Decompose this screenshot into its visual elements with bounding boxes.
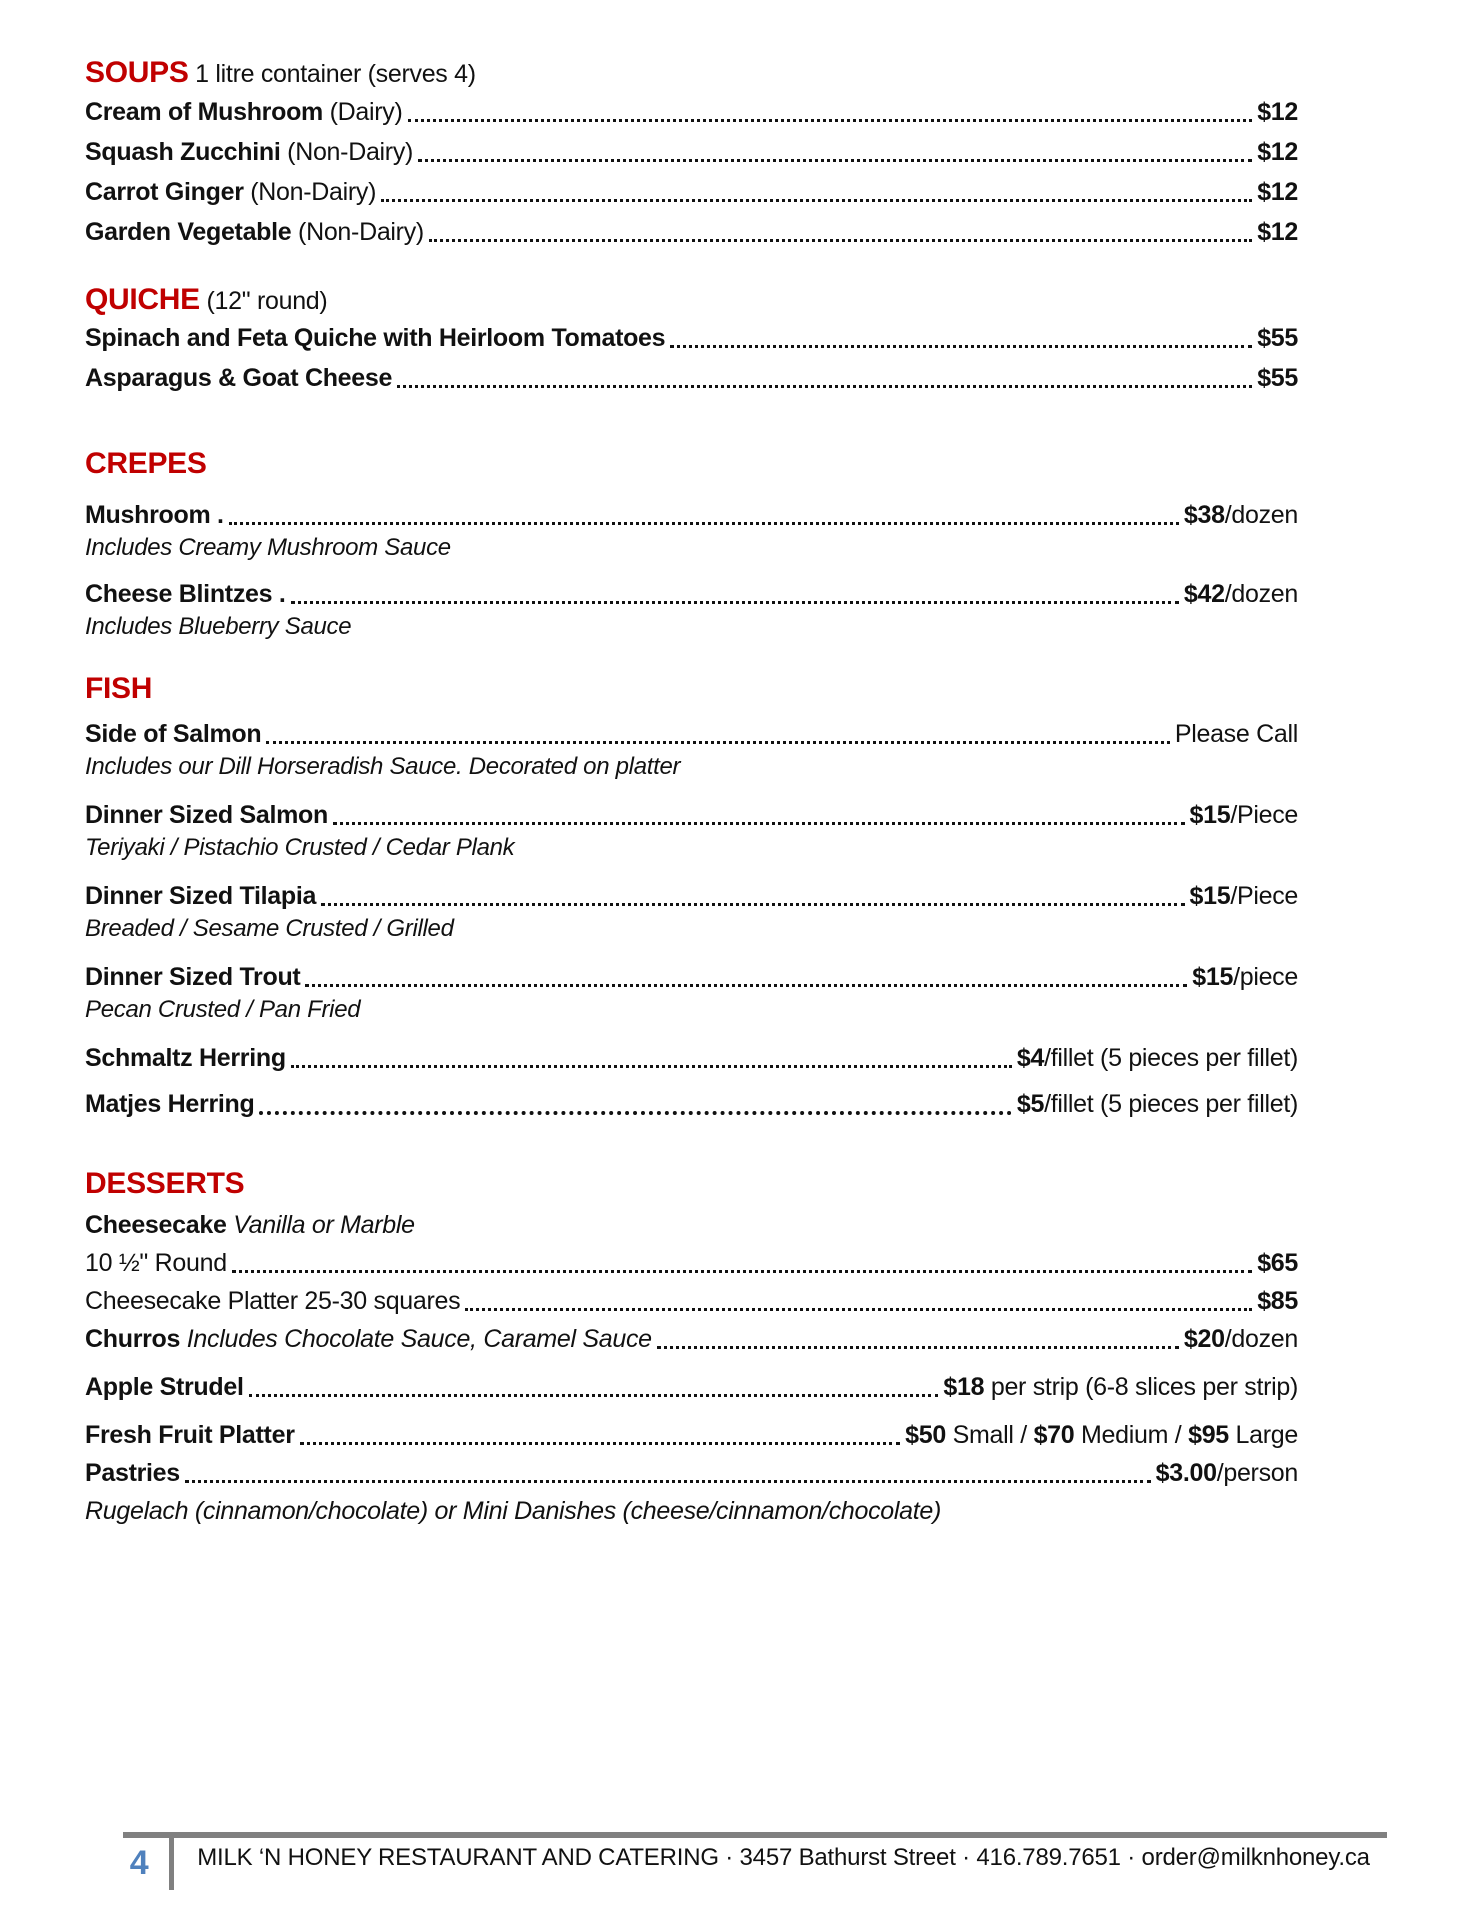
menu-item-row bbox=[85, 216, 1298, 249]
section-title: DESSERTS bbox=[85, 1167, 245, 1200]
text-segment: $3.00 bbox=[1155, 1459, 1217, 1487]
dot-leader bbox=[259, 1111, 1011, 1115]
menu-item bbox=[85, 1088, 1298, 1121]
menu-item-row bbox=[85, 961, 1298, 994]
text-segment: $18 bbox=[943, 1373, 985, 1401]
text-segment: Large bbox=[1228, 1421, 1298, 1449]
menu-item-row bbox=[85, 1088, 1298, 1121]
menu-section-desserts bbox=[85, 1167, 1298, 1528]
text-segment: $12 bbox=[1257, 138, 1298, 166]
section-heading bbox=[85, 283, 1298, 317]
item-name bbox=[85, 1457, 180, 1490]
item-price bbox=[1190, 880, 1299, 913]
text-segment: $15 bbox=[1189, 801, 1231, 829]
item-price bbox=[1257, 176, 1298, 209]
dot-leader bbox=[185, 1480, 1151, 1483]
text-segment: Vanilla or Marble bbox=[226, 1211, 415, 1239]
footer-divider-bar bbox=[123, 1832, 1387, 1838]
menu-item bbox=[85, 1323, 1298, 1356]
menu-item bbox=[85, 136, 1298, 169]
text-segment: $4 bbox=[1016, 1044, 1045, 1072]
item-name bbox=[85, 499, 224, 532]
text-segment: $65 bbox=[1257, 1249, 1298, 1277]
item-name bbox=[85, 1209, 415, 1242]
menu-item bbox=[85, 1285, 1298, 1318]
text-segment: $70 bbox=[1033, 1421, 1075, 1449]
menu-item-row bbox=[85, 362, 1298, 395]
text-segment: /dozen bbox=[1224, 580, 1298, 608]
text-segment: (Non-Dairy) bbox=[291, 218, 424, 246]
menu-item-row bbox=[85, 1495, 1298, 1528]
menu-item bbox=[85, 1495, 1298, 1528]
item-price bbox=[1156, 1457, 1298, 1490]
menu-item-row bbox=[85, 1323, 1298, 1356]
text-segment: Cream of Mushroom bbox=[85, 98, 323, 126]
dot-leader bbox=[408, 119, 1253, 122]
text-segment: /dozen bbox=[1224, 501, 1298, 529]
menu-item-row bbox=[85, 1042, 1298, 1075]
text-segment: Medium / bbox=[1074, 1421, 1189, 1449]
text-segment: Schmaltz Herring bbox=[85, 1044, 286, 1072]
text-segment: Rugelach (cinnamon/chocolate) or Mini Danishes (cheese/cinnamon/chocolate) bbox=[85, 1497, 942, 1525]
section-title: QUICHE bbox=[85, 283, 200, 316]
section-title: FISH bbox=[85, 672, 153, 705]
text-segment: $12 bbox=[1257, 218, 1298, 246]
item-name bbox=[85, 799, 328, 832]
menu-item-row bbox=[85, 718, 1298, 751]
text-segment: $12 bbox=[1257, 98, 1298, 126]
dot-leader bbox=[465, 1308, 1252, 1311]
item-name bbox=[85, 96, 403, 129]
menu-item bbox=[85, 362, 1298, 395]
menu-item-row bbox=[85, 136, 1298, 169]
item-note: Includes Blueberry Sauce bbox=[85, 613, 352, 640]
item-price bbox=[1175, 718, 1298, 751]
dot-leader bbox=[657, 1346, 1179, 1349]
item-name bbox=[85, 1323, 652, 1356]
item-price bbox=[1257, 1285, 1298, 1318]
item-name bbox=[85, 136, 413, 169]
menu-item bbox=[85, 578, 1298, 642]
item-price bbox=[1017, 1042, 1298, 1075]
text-segment: Mushroom . bbox=[85, 501, 224, 529]
menu-section-soups bbox=[85, 56, 1298, 249]
footer-contact-line: MILK ‘N HONEY RESTAURANT AND CATERING · 3457 Bathurst Street · 416.789.7651 · order@milknhoney.ca bbox=[197, 1844, 1370, 1871]
text-segment: $95 bbox=[1188, 1421, 1229, 1449]
text-segment: (Dairy) bbox=[322, 98, 403, 126]
menu-section-crepes bbox=[85, 447, 1298, 642]
item-name bbox=[85, 1088, 254, 1121]
item-price bbox=[1257, 96, 1298, 129]
text-segment: $5 bbox=[1016, 1090, 1045, 1118]
text-segment: /dozen bbox=[1224, 1325, 1298, 1353]
menu-item-row bbox=[85, 96, 1298, 129]
text-segment: Matjes Herring bbox=[85, 1090, 255, 1118]
menu-section-quiche bbox=[85, 283, 1298, 395]
item-name bbox=[85, 578, 286, 611]
menu-item-row bbox=[85, 578, 1298, 611]
menu-item-row bbox=[85, 1371, 1298, 1404]
text-segment: $15 bbox=[1189, 882, 1231, 910]
text-segment: $15 bbox=[1192, 963, 1234, 991]
text-segment: Includes Chocolate Sauce, Caramel Sauce bbox=[180, 1325, 652, 1353]
text-segment: $55 bbox=[1257, 324, 1298, 352]
text-segment: $42 bbox=[1183, 580, 1225, 608]
item-price bbox=[1257, 136, 1298, 169]
menu-item-row bbox=[85, 799, 1298, 832]
item-note: Breaded / Sesame Crusted / Grilled bbox=[85, 915, 454, 942]
item-price bbox=[1184, 578, 1298, 611]
item-name bbox=[85, 1247, 227, 1280]
section-title: SOUPS bbox=[85, 56, 189, 89]
menu-item-row bbox=[85, 1285, 1298, 1318]
section-heading bbox=[85, 447, 1298, 481]
item-price bbox=[943, 1371, 1298, 1404]
text-segment: Pastries bbox=[85, 1459, 180, 1487]
dot-leader bbox=[670, 345, 1252, 348]
menu-item-row bbox=[85, 1209, 1298, 1242]
menu-item-row bbox=[85, 1457, 1298, 1490]
menu-item-row bbox=[85, 322, 1298, 355]
dot-leader bbox=[418, 159, 1252, 162]
text-segment: Garden Vegetable bbox=[85, 218, 292, 246]
item-price bbox=[1192, 961, 1298, 994]
item-note: Includes our Dill Horseradish Sauce. Decorated on platter bbox=[85, 753, 681, 780]
text-segment: Small / bbox=[945, 1421, 1034, 1449]
menu-item-row bbox=[85, 1419, 1298, 1452]
item-name bbox=[85, 1042, 286, 1075]
menu-item bbox=[85, 1042, 1298, 1075]
menu-item bbox=[85, 1209, 1298, 1242]
item-name bbox=[85, 718, 261, 751]
item-price bbox=[1190, 799, 1299, 832]
menu-item bbox=[85, 1247, 1298, 1280]
text-segment: $12 bbox=[1257, 178, 1298, 206]
section-subtitle: (12" round) bbox=[199, 287, 328, 315]
text-segment: /fillet (5 pieces per fillet) bbox=[1044, 1090, 1298, 1118]
item-note: Pecan Crusted / Pan Fried bbox=[85, 996, 361, 1023]
item-name bbox=[85, 880, 316, 913]
dot-leader bbox=[229, 522, 1179, 525]
item-name bbox=[85, 216, 424, 249]
text-segment: Fresh Fruit Platter bbox=[85, 1421, 295, 1449]
menu-item bbox=[85, 176, 1298, 209]
text-segment: Side of Salmon bbox=[85, 720, 262, 748]
text-segment: /piece bbox=[1233, 963, 1298, 991]
item-name bbox=[85, 1285, 460, 1318]
dot-leader bbox=[300, 1442, 901, 1445]
menu-item-row bbox=[85, 499, 1298, 532]
item-name bbox=[85, 322, 665, 355]
item-price bbox=[1017, 1088, 1298, 1121]
footer-vertical-bar bbox=[169, 1836, 174, 1890]
dot-leader bbox=[232, 1270, 1252, 1273]
dot-leader bbox=[291, 601, 1179, 604]
item-name bbox=[85, 176, 376, 209]
dot-leader bbox=[249, 1394, 939, 1397]
text-segment: Dinner Sized Salmon bbox=[85, 801, 328, 829]
item-name bbox=[85, 1371, 244, 1404]
menu-item bbox=[85, 1419, 1298, 1452]
menu-item bbox=[85, 880, 1298, 944]
item-price bbox=[1257, 216, 1298, 249]
text-segment: $85 bbox=[1257, 1287, 1298, 1315]
text-segment: per strip (6-8 slices per strip) bbox=[984, 1373, 1298, 1401]
text-segment: Apple Strudel bbox=[85, 1373, 244, 1401]
menu-item bbox=[85, 1371, 1298, 1404]
item-note: Includes Creamy Mushroom Sauce bbox=[85, 534, 451, 561]
item-name bbox=[85, 1495, 941, 1528]
item-note: Teriyaki / Pistachio Crusted / Cedar Plank bbox=[85, 834, 515, 861]
text-segment: Asparagus & Goat Cheese bbox=[85, 364, 393, 392]
text-segment: Carrot Ginger bbox=[85, 178, 244, 206]
item-price bbox=[1257, 362, 1298, 395]
item-price bbox=[1257, 1247, 1298, 1280]
page-number: 4 bbox=[129, 1844, 149, 1882]
text-segment: /fillet (5 pieces per fillet) bbox=[1044, 1044, 1298, 1072]
text-segment: (Non-Dairy) bbox=[280, 138, 414, 166]
text-segment: Please Call bbox=[1174, 720, 1298, 748]
text-segment: Cheesecake Platter 25-30 squares bbox=[85, 1287, 461, 1315]
section-heading bbox=[85, 1167, 1298, 1201]
dot-leader bbox=[429, 239, 1252, 242]
menu-item-row bbox=[85, 880, 1298, 913]
menu-content bbox=[85, 56, 1298, 1558]
menu-item bbox=[85, 322, 1298, 355]
text-segment: 10 ½" Round bbox=[85, 1249, 227, 1277]
text-segment: /person bbox=[1216, 1459, 1298, 1487]
menu-item bbox=[85, 96, 1298, 129]
section-heading bbox=[85, 56, 1298, 90]
text-segment: $55 bbox=[1257, 364, 1298, 392]
item-name bbox=[85, 1419, 295, 1452]
item-name bbox=[85, 362, 392, 395]
section-heading bbox=[85, 672, 1298, 706]
menu-item bbox=[85, 1457, 1298, 1490]
text-segment: /Piece bbox=[1230, 882, 1298, 910]
text-segment: $50 bbox=[905, 1421, 946, 1449]
menu-item-row bbox=[85, 176, 1298, 209]
item-price bbox=[1184, 499, 1298, 532]
text-segment: Cheese Blintzes . bbox=[85, 580, 286, 608]
section-title: CREPES bbox=[85, 447, 207, 480]
text-segment: /Piece bbox=[1230, 801, 1298, 829]
text-segment: Dinner Sized Tilapia bbox=[85, 882, 317, 910]
text-segment: (Non-Dairy) bbox=[243, 178, 377, 206]
item-name bbox=[85, 961, 300, 994]
dot-leader bbox=[381, 199, 1252, 202]
text-segment: Churros bbox=[85, 1325, 181, 1353]
text-segment: Squash Zucchini bbox=[85, 138, 281, 166]
menu-item bbox=[85, 961, 1298, 1025]
item-price bbox=[1184, 1323, 1298, 1356]
menu-item bbox=[85, 799, 1298, 863]
menu-item bbox=[85, 499, 1298, 563]
dot-leader bbox=[305, 984, 1187, 987]
menu-item-row bbox=[85, 1247, 1298, 1280]
text-segment: $20 bbox=[1183, 1325, 1225, 1353]
text-segment: Cheesecake bbox=[85, 1211, 227, 1239]
dot-leader bbox=[266, 741, 1169, 744]
item-price bbox=[1257, 322, 1298, 355]
menu-section-fish bbox=[85, 672, 1298, 1121]
dot-leader bbox=[291, 1065, 1012, 1068]
dot-leader bbox=[333, 822, 1185, 825]
text-segment: Dinner Sized Trout bbox=[85, 963, 301, 991]
text-segment: $38 bbox=[1183, 501, 1225, 529]
dot-leader bbox=[397, 385, 1252, 388]
menu-item bbox=[85, 216, 1298, 249]
dot-leader bbox=[321, 903, 1184, 906]
menu-item bbox=[85, 718, 1298, 782]
item-price bbox=[905, 1419, 1298, 1452]
text-segment: Spinach and Feta Quiche with Heirloom Tomatoes bbox=[85, 324, 666, 352]
section-subtitle: 1 litre container (serves 4) bbox=[188, 60, 476, 88]
